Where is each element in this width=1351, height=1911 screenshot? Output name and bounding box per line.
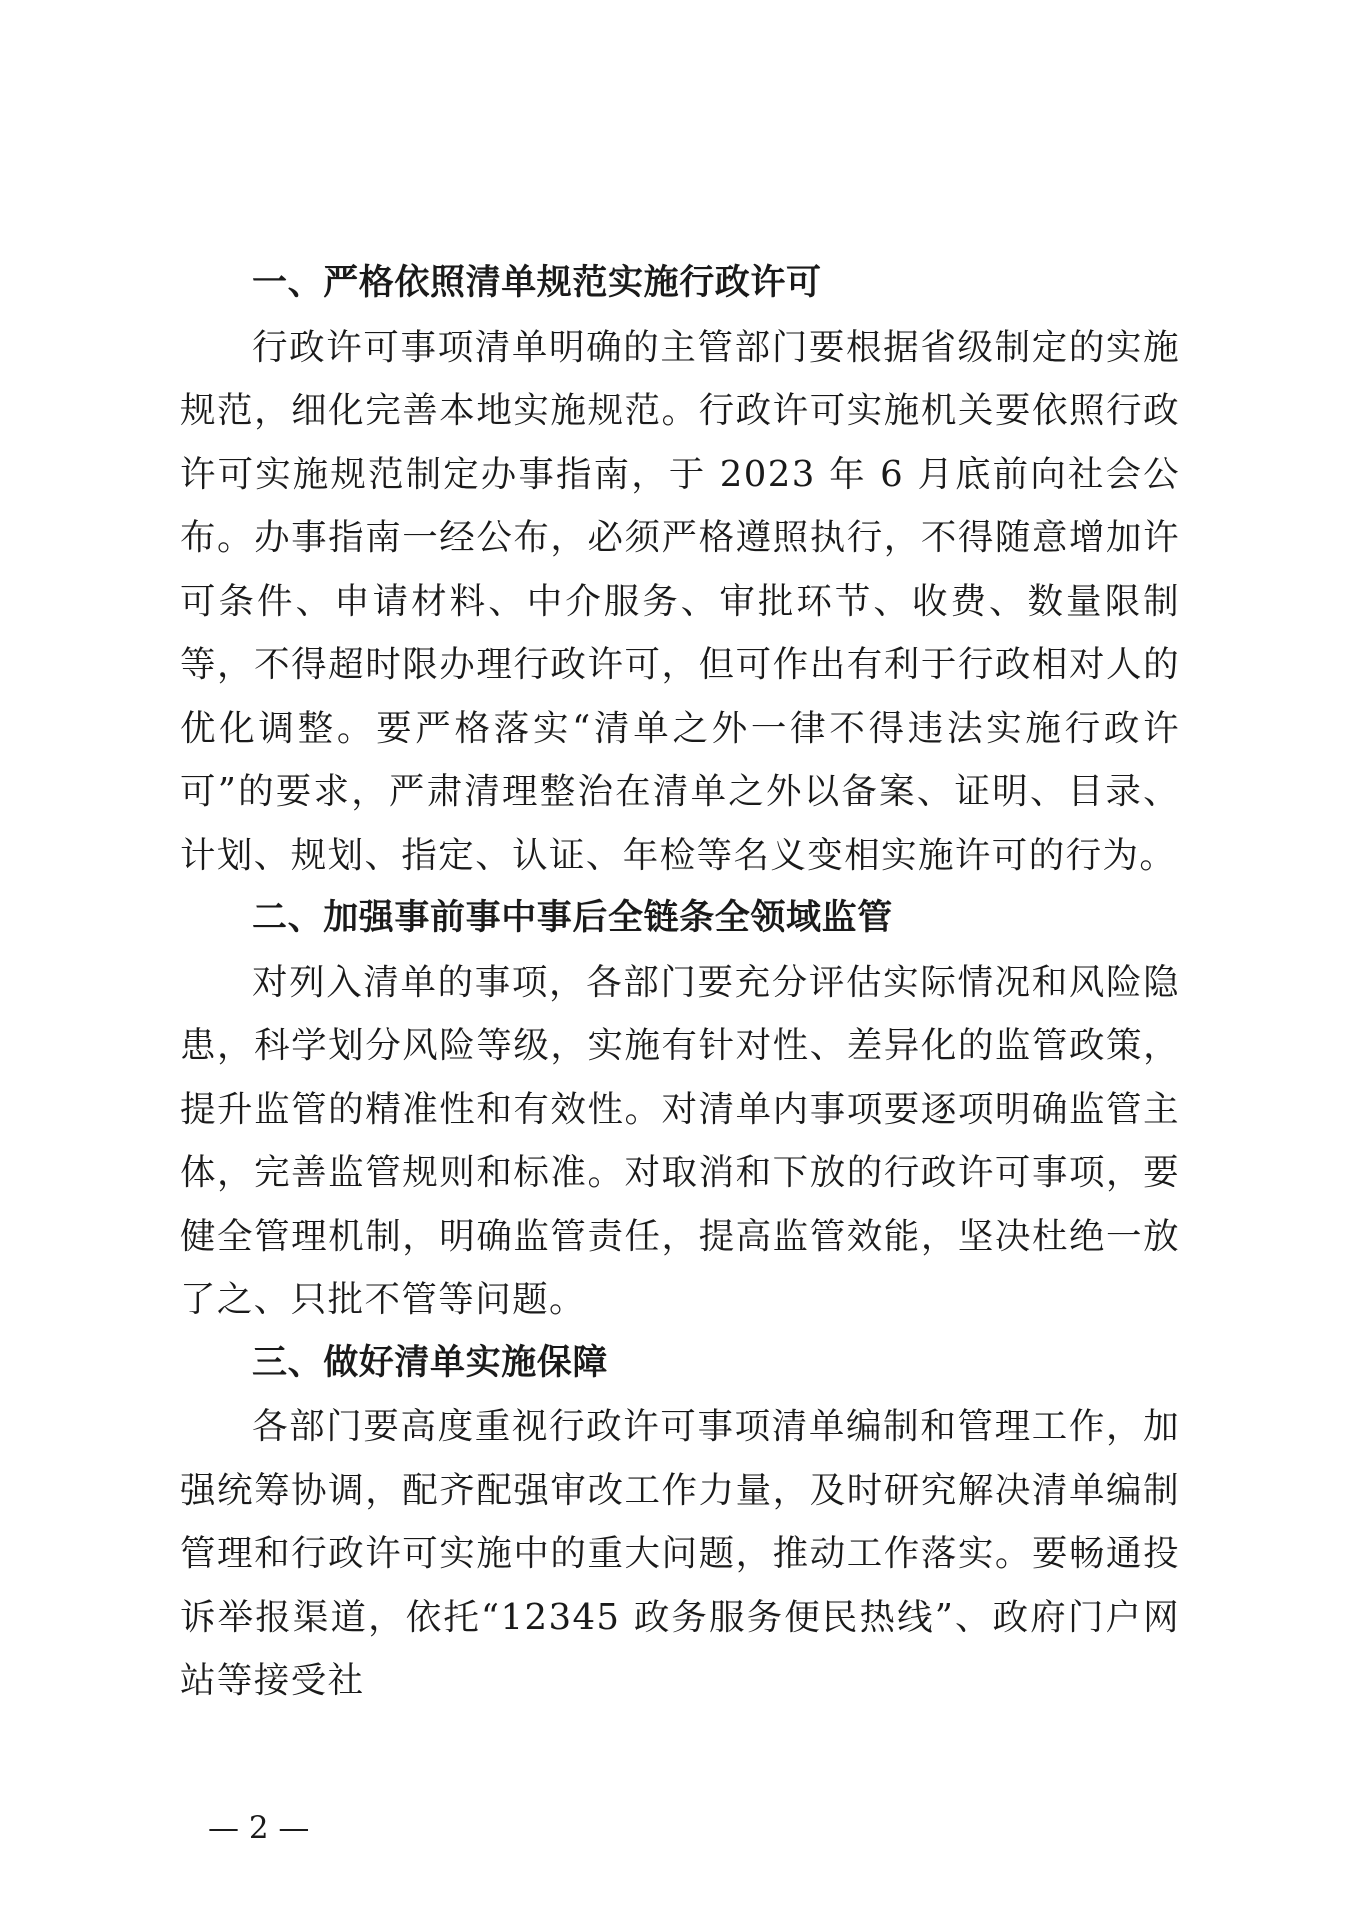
section-heading: 三、做好清单实施保障 <box>252 1342 609 1383</box>
section-2 <box>180 887 1180 1332</box>
section-paragraph: 行政许可事项清单明确的主管部门要根据省级制定的实施规范，细化完善本地实施规范。行政许可实施机关要依照行政许可实施规范制定办事指南，于 2023 年 6 月底前向社会公布。办事指南一经公布，必须严格遵照执行，不得随意增加许可条件、申请材料、中介服务、审批环节、收费、数量限制等，不得超时限办理行政许可，但可作出有利于行政相对人的优化调整。要严格落实“清单之外一律不得违法实施行政许可”的要求，严肃清理整治在清单之外以备案、证明、目录、计划、规划、指定、认证、年检等名义变相实施许可的行为。 <box>180 326 1180 876</box>
section-paragraph: 各部门要高度重视行政许可事项清单编制和管理工作，加强统筹协调，配齐配强审改工作力量，及时研究解决清单编制管理和行政许可实施中的重大问题，推动工作落实。要畅通投诉举报渠道，依托“12345 政务服务便民热线”、政府门户网站等接受社 <box>180 1406 1180 1701</box>
section-heading: 二、加强事前事中事后全链条全领域监管 <box>252 898 893 938</box>
document-body <box>180 252 1180 1713</box>
section-paragraph: 对列入清单的事项，各部门要充分评估实际情况和风险隐患，科学划分风险等级，实施有针对性、差异化的监管政策，提升监管的精准性和有效性。对清单内事项要逐项明确监管主体，完善监管规则和标准。对取消和下放的行政许可事项，要健全管理机制，明确监管责任，提高监管效能，坚决杜绝一放了之、只批不管等问题。 <box>180 961 1180 1320</box>
section-3 <box>180 1332 1180 1713</box>
section-heading: 一、严格依照清单规范实施行政许可 <box>252 263 822 303</box>
section-1 <box>180 252 1180 887</box>
page-number: — 2 — <box>208 1810 310 1846</box>
